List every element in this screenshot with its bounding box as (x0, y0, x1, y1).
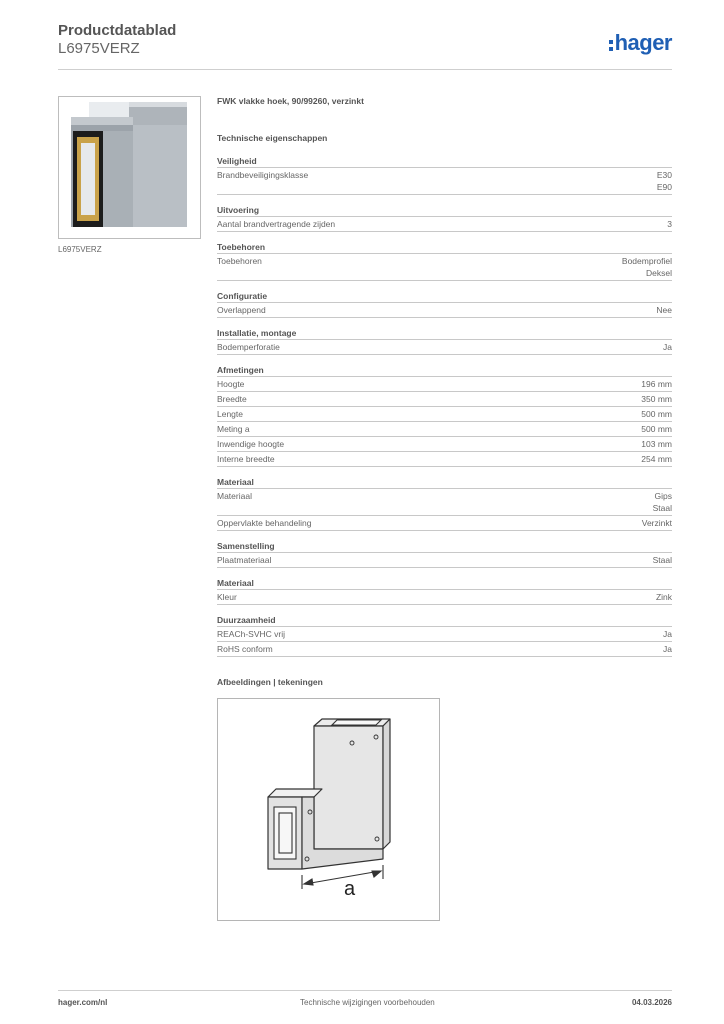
spec-row (217, 516, 672, 531)
spec-row (217, 254, 672, 281)
spec-row (217, 452, 672, 467)
spec-row (217, 377, 672, 392)
product-code: L6975VERZ (58, 40, 140, 57)
hager-logo (609, 30, 672, 56)
spec-section (217, 541, 672, 568)
section-title: Veiligheid (217, 156, 672, 168)
section-title: Uitvoering (217, 205, 672, 217)
spec-label: Kleur (217, 592, 237, 602)
spec-value: Ja (663, 342, 672, 352)
section-title: Configuratie (217, 291, 672, 303)
spec-value: Ja (663, 644, 672, 654)
product-name: FWK vlakke hoek, 90/99260, verzinkt (217, 96, 364, 106)
spec-section (217, 242, 672, 281)
spec-row (217, 437, 672, 452)
spec-label: Bodemperforatie (217, 342, 280, 352)
product-photo-image (59, 97, 201, 239)
spec-section (217, 615, 672, 657)
spec-section (217, 205, 672, 232)
spec-label: Breedte (217, 394, 247, 404)
spec-label: Meting a (217, 424, 250, 434)
section-title: Materiaal (217, 477, 672, 489)
spec-label: Aantal brandvertragende zijden (217, 219, 336, 229)
product-photo (58, 96, 201, 239)
spec-section (217, 477, 672, 531)
spec-value: 103 mm (641, 439, 672, 449)
spec-value: Zink (655, 592, 672, 602)
spec-sections (217, 156, 672, 657)
technical-drawing-image (218, 699, 439, 920)
dimension-a-label: a (344, 878, 356, 900)
section-title: Toebehoren (217, 242, 672, 254)
spec-row (217, 627, 672, 642)
photo-caption: L6975VERZ (58, 245, 102, 254)
footer-website[interactable]: hager.com/nl (58, 998, 108, 1007)
spec-section (217, 291, 672, 318)
spec-value: E30 E90 (656, 170, 672, 192)
spec-value: Verzinkt (641, 518, 672, 528)
spec-value: 500 mm (641, 409, 672, 419)
logo-text: hager (614, 30, 672, 55)
spec-content (217, 96, 672, 921)
spec-row (217, 489, 672, 516)
spec-label: Lengte (217, 409, 243, 419)
spec-value: Nee (656, 305, 672, 315)
spec-row (217, 303, 672, 318)
spec-row (217, 340, 672, 355)
technical-drawing (217, 698, 440, 921)
spec-row (217, 642, 672, 657)
page-header (58, 22, 672, 70)
logo-dots-icon (609, 40, 613, 51)
spec-row (217, 217, 672, 232)
spec-label: Hoogte (217, 379, 245, 389)
spec-label: Interne breedte (217, 454, 275, 464)
images-heading: Afbeeldingen | tekeningen (217, 677, 323, 687)
spec-value: 196 mm (641, 379, 672, 389)
spec-value: 254 mm (641, 454, 672, 464)
spec-label: Inwendige hoogte (217, 439, 285, 449)
footer-disclaimer: Technische wijzigingen voorbehouden (300, 998, 435, 1007)
page-footer (58, 990, 672, 1010)
section-title: Installatie, montage (217, 328, 672, 340)
section-title: Afmetingen (217, 365, 672, 377)
spec-row (217, 422, 672, 437)
spec-label: Materiaal (217, 491, 252, 501)
spec-label: Plaatmateriaal (217, 555, 272, 565)
spec-label: Overlappend (217, 305, 266, 315)
spec-label: REACh-SVHC vrij (217, 629, 286, 639)
section-title: Samenstelling (217, 541, 672, 553)
spec-value: 3 (667, 219, 672, 229)
spec-row (217, 392, 672, 407)
section-title: Duurzaamheid (217, 615, 672, 627)
spec-value: Staal (652, 555, 672, 565)
spec-value: Ja (663, 629, 672, 639)
spec-section (217, 156, 672, 195)
spec-row (217, 553, 672, 568)
technical-properties-heading: Technische eigenschappen (217, 133, 328, 143)
document-title: Productdatablad (58, 22, 177, 39)
spec-value: 500 mm (641, 424, 672, 434)
section-title: Materiaal (217, 578, 672, 590)
spec-value: 350 mm (641, 394, 672, 404)
spec-label: Oppervlakte behandeling (217, 518, 312, 528)
footer-date: 04.03.2026 (631, 998, 672, 1007)
spec-section (217, 365, 672, 467)
spec-label: Brandbeveiligingsklasse (217, 170, 309, 180)
spec-row (217, 590, 672, 605)
spec-section (217, 578, 672, 605)
spec-value: Gips Staal (652, 491, 672, 513)
spec-label: RoHS conform (217, 644, 273, 654)
spec-value: Bodemprofiel Deksel (621, 256, 672, 278)
spec-row (217, 168, 672, 195)
spec-row (217, 407, 672, 422)
spec-label: Toebehoren (217, 256, 262, 266)
spec-section (217, 328, 672, 355)
